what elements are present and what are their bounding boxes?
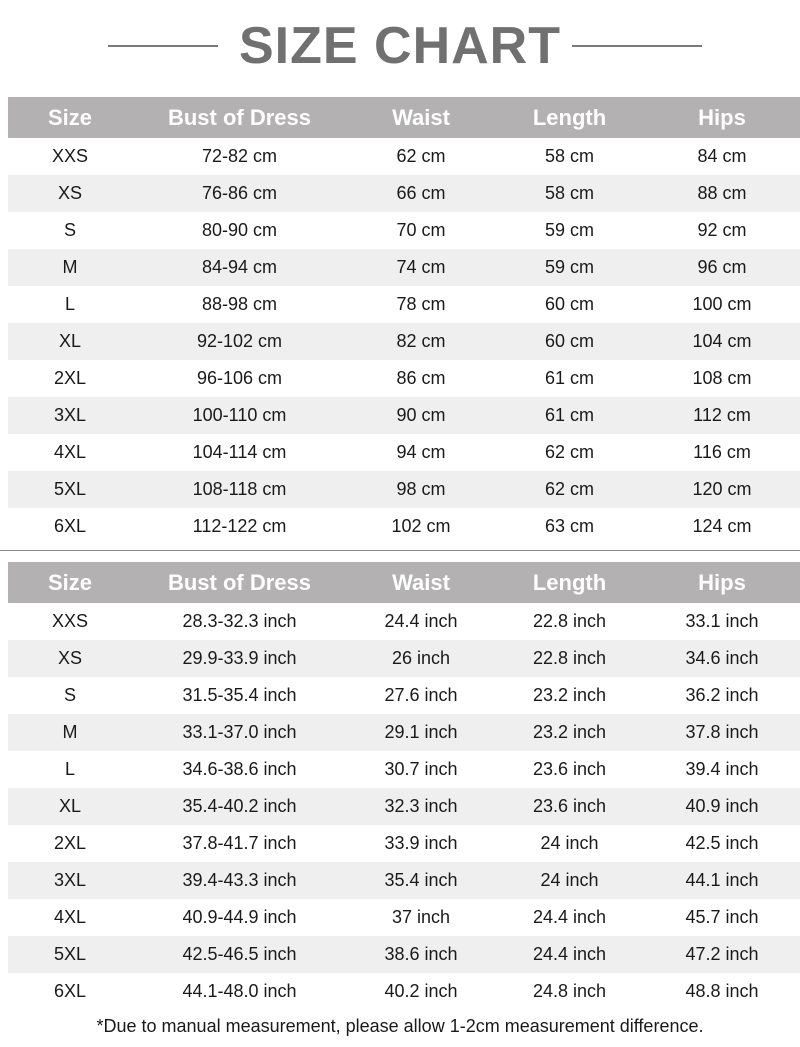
title-row <box>0 0 800 97</box>
cell-size: S <box>63 685 76 705</box>
cell-size: 2XL <box>53 368 87 388</box>
header-hips: Hips <box>644 97 800 138</box>
header-size: Size <box>8 562 132 603</box>
cell-hips: 39.4 inch <box>685 759 759 779</box>
header-hips: Hips <box>644 562 800 603</box>
cell-waist: 24.4 inch <box>384 611 458 631</box>
cell-waist: 102 cm <box>391 516 451 536</box>
header-waist: Waist <box>347 562 495 603</box>
cell-bust: 44.1-48.0 inch <box>182 981 297 1001</box>
cell-size: 3XL <box>8 862 132 899</box>
cell-bust: 72-82 cm <box>201 146 278 166</box>
table-row <box>8 677 800 714</box>
cell-bust: 92-102 cm <box>132 323 347 360</box>
cell-bust: 29.9-33.9 inch <box>132 640 347 677</box>
cell-hips: 120 cm <box>644 471 800 508</box>
cell-bust: 37.8-41.7 inch <box>182 833 297 853</box>
table-row <box>8 973 800 1010</box>
cell-length: 24 inch <box>540 833 599 853</box>
header-waist: Waist <box>347 97 495 138</box>
cell-waist: 70 cm <box>396 220 446 240</box>
cell-hips: 33.1 inch <box>685 611 759 631</box>
page-title: SIZE CHART <box>239 17 561 75</box>
cell-size: 2XL <box>53 833 87 853</box>
table-row <box>8 360 800 397</box>
cell-size: 4XL <box>53 907 87 927</box>
table-row <box>8 434 800 471</box>
cell-size: XS <box>8 640 132 677</box>
cell-waist: 82 cm <box>347 323 495 360</box>
cell-length: 61 cm <box>544 368 595 388</box>
cell-waist: 29.1 inch <box>347 714 495 751</box>
cell-waist: 30.7 inch <box>384 759 458 779</box>
section-divider <box>0 550 800 551</box>
table-row <box>8 212 800 249</box>
cell-length: 22.8 inch <box>532 611 607 631</box>
cell-length: 24.4 inch <box>532 907 607 927</box>
cell-hips: 40.9 inch <box>644 788 800 825</box>
table-row <box>8 788 800 825</box>
table-row <box>8 825 800 862</box>
cell-hips: 112 cm <box>644 397 800 434</box>
cell-bust: 80-90 cm <box>201 220 278 240</box>
title-divider-right <box>572 45 702 47</box>
cell-length: 59 cm <box>495 249 644 286</box>
cell-bust: 88-98 cm <box>201 294 278 314</box>
cell-size: L <box>64 759 75 779</box>
cell-size: XXS <box>51 611 89 631</box>
cell-hips: 108 cm <box>692 368 752 388</box>
cell-hips: 48.8 inch <box>685 981 759 1001</box>
cell-waist: 40.2 inch <box>384 981 458 1001</box>
table-row <box>8 936 800 973</box>
table-row <box>8 249 800 286</box>
cell-size: M <box>8 249 132 286</box>
cell-length: 24.8 inch <box>532 981 607 1001</box>
cell-bust: 76-86 cm <box>132 175 347 212</box>
cell-size: XL <box>8 323 132 360</box>
cell-waist: 33.9 inch <box>384 833 458 853</box>
table-row <box>8 397 800 434</box>
cell-bust: 39.4-43.3 inch <box>132 862 347 899</box>
cell-bust: 84-94 cm <box>132 249 347 286</box>
cell-bust: 31.5-35.4 inch <box>182 685 297 705</box>
cell-bust: 33.1-37.0 inch <box>132 714 347 751</box>
cell-length: 23.6 inch <box>495 788 644 825</box>
cell-waist: 26 inch <box>347 640 495 677</box>
cell-bust: 40.9-44.9 inch <box>182 907 297 927</box>
table-row <box>8 508 800 545</box>
cell-size: 6XL <box>53 981 87 1001</box>
cell-size: M <box>8 714 132 751</box>
table-row <box>8 751 800 788</box>
cell-size: S <box>63 220 76 240</box>
cell-length: 22.8 inch <box>495 640 644 677</box>
size-table-inch <box>8 562 800 1010</box>
cell-hips: 104 cm <box>644 323 800 360</box>
cell-hips: 92 cm <box>697 220 747 240</box>
cell-bust: 100-110 cm <box>132 397 347 434</box>
table-header-row <box>8 97 800 138</box>
cell-hips: 37.8 inch <box>644 714 800 751</box>
cell-waist: 94 cm <box>396 442 446 462</box>
cell-hips: 47.2 inch <box>644 936 800 973</box>
cell-bust: 112-122 cm <box>192 516 287 536</box>
cell-waist: 90 cm <box>347 397 495 434</box>
cell-waist: 78 cm <box>396 294 446 314</box>
cell-size: 3XL <box>8 397 132 434</box>
cell-waist: 27.6 inch <box>384 685 458 705</box>
cell-hips: 84 cm <box>697 146 747 166</box>
cell-waist: 74 cm <box>347 249 495 286</box>
table-row <box>8 286 800 323</box>
table-row <box>8 138 800 175</box>
table-row <box>8 714 800 751</box>
table-row <box>8 323 800 360</box>
cell-hips: 34.6 inch <box>644 640 800 677</box>
table-row <box>8 640 800 677</box>
cell-bust: 96-106 cm <box>196 368 283 388</box>
size-table-cm <box>8 97 800 545</box>
cell-waist: 32.3 inch <box>347 788 495 825</box>
cell-length: 60 cm <box>544 294 595 314</box>
cell-bust: 108-118 cm <box>132 471 347 508</box>
cell-size: L <box>64 294 75 314</box>
cell-waist: 37 inch <box>391 907 451 927</box>
cell-bust: 104-114 cm <box>192 442 287 462</box>
cell-length: 23.2 inch <box>495 714 644 751</box>
table-row <box>8 603 800 640</box>
cell-bust: 42.5-46.5 inch <box>132 936 347 973</box>
cell-length: 23.6 inch <box>532 759 607 779</box>
cell-hips: 36.2 inch <box>685 685 759 705</box>
cell-size: 5XL <box>8 936 132 973</box>
cell-waist: 62 cm <box>396 146 446 166</box>
cell-length: 58 cm <box>544 146 595 166</box>
cell-length: 59 cm <box>544 220 595 240</box>
cell-bust: 28.3-32.3 inch <box>182 611 297 631</box>
cell-waist: 35.4 inch <box>347 862 495 899</box>
cell-hips: 88 cm <box>644 175 800 212</box>
cell-size: 6XL <box>53 516 87 536</box>
cell-length: 63 cm <box>544 516 595 536</box>
table-header-row <box>8 562 800 603</box>
header-length: Length <box>495 562 644 603</box>
cell-length: 24 inch <box>495 862 644 899</box>
cell-size: 5XL <box>8 471 132 508</box>
cell-length: 61 cm <box>495 397 644 434</box>
cell-length: 60 cm <box>495 323 644 360</box>
cell-size: XXS <box>51 146 89 166</box>
header-size: Size <box>8 97 132 138</box>
table-row <box>8 471 800 508</box>
cell-length: 62 cm <box>495 471 644 508</box>
cell-size: XS <box>8 175 132 212</box>
header-length: Length <box>495 97 644 138</box>
cell-hips: 44.1 inch <box>644 862 800 899</box>
table-row <box>8 899 800 936</box>
cell-size: XL <box>8 788 132 825</box>
cell-hips: 116 cm <box>693 442 751 462</box>
cell-hips: 42.5 inch <box>685 833 759 853</box>
cell-hips: 100 cm <box>692 294 752 314</box>
cell-length: 24.4 inch <box>495 936 644 973</box>
measurement-footnote: *Due to manual measurement, please allow 1-2cm measurement difference. <box>96 1016 704 1036</box>
cell-waist: 66 cm <box>347 175 495 212</box>
cell-bust: 35.4-40.2 inch <box>132 788 347 825</box>
table-row <box>8 862 800 899</box>
header-bust: Bust of Dress <box>132 97 347 138</box>
cell-hips: 124 cm <box>692 516 752 536</box>
cell-length: 58 cm <box>495 175 644 212</box>
cell-hips: 45.7 inch <box>685 907 759 927</box>
cell-waist: 38.6 inch <box>347 936 495 973</box>
cell-length: 62 cm <box>544 442 595 462</box>
cell-size: 4XL <box>53 442 87 462</box>
cell-hips: 96 cm <box>644 249 800 286</box>
cell-length: 23.2 inch <box>532 685 607 705</box>
cell-waist: 86 cm <box>396 368 446 388</box>
table-row <box>8 175 800 212</box>
header-bust: Bust of Dress <box>132 562 347 603</box>
cell-bust: 34.6-38.6 inch <box>182 759 297 779</box>
cell-waist: 98 cm <box>347 471 495 508</box>
